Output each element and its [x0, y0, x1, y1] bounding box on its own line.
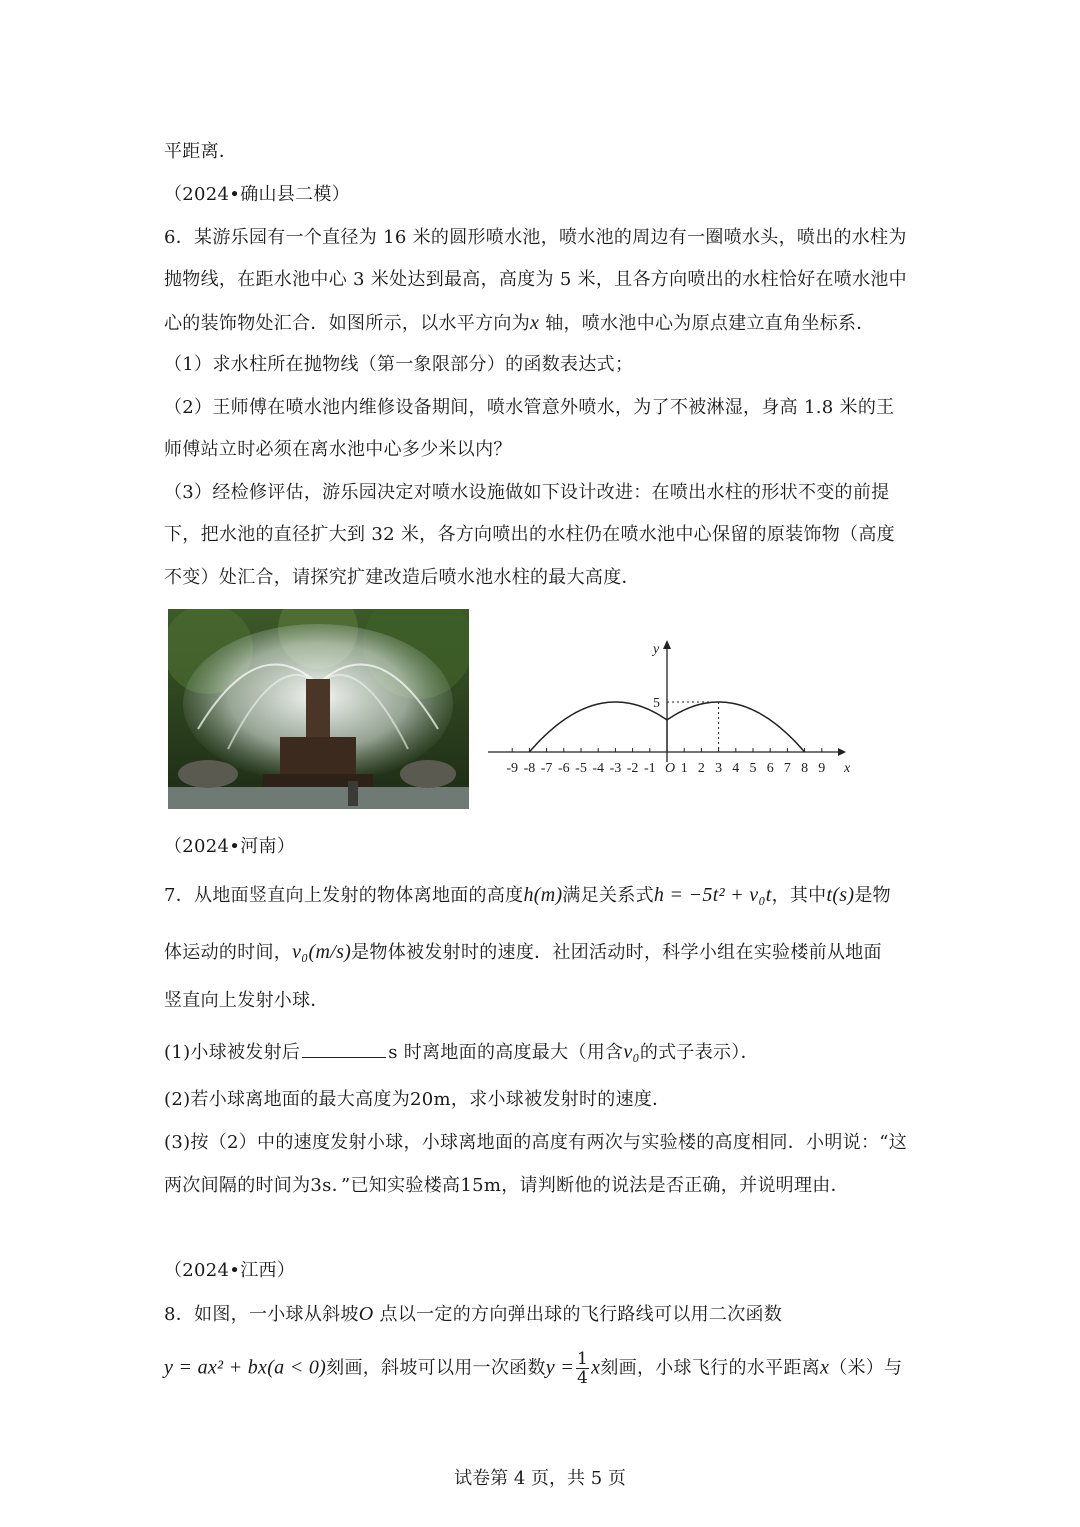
page-footer: 试卷第 4 页，共 5 页 [454, 1468, 626, 1489]
source-tag: （2024•确山县二模） [164, 184, 351, 205]
parabola-graph [486, 637, 856, 786]
parabola-left [529, 702, 667, 752]
fraction: $\frac{1}{4}$ [577, 1349, 589, 1388]
question-8-text: 8．如图，一小球从斜坡O 点以一定的方向弹出球的飞行路线可以用二次函数 [164, 1303, 783, 1325]
x-tick-label: -8 [523, 761, 536, 776]
x-tick-label: 7 [783, 761, 791, 776]
y-axis-arrow [663, 640, 671, 649]
x-axis-label: x [844, 761, 851, 776]
x-tick-label: -1 [643, 761, 656, 776]
question-6-text: 6．某游乐园有一个直径为 16 米的圆形喷水池，喷水池的周边有一圈喷水头，喷出的水柱为 [164, 227, 907, 248]
x-tick-label: 5 [749, 761, 757, 776]
x-tick-label: 4 [732, 761, 740, 776]
question-6-part-3: 不变）处汇合，请探究扩建改造后喷水池水柱的最大高度． [164, 567, 640, 588]
question-6-part-1: （1）求水柱所在抛物线（第一象限部分）的函数表达式； [164, 354, 634, 375]
question-7-text: 竖直向上发射小球． [164, 990, 329, 1011]
question-6-part-2: （2）王师傅在喷水池内维修设备期间，喷水管意外喷水，为了不被淋湿，身高 1.8 米的王 [164, 397, 895, 418]
x-tick-label: 8 [801, 761, 809, 776]
x-tick-label: 6 [766, 761, 774, 776]
x-tick-label: -3 [609, 761, 622, 776]
peak-height-label: 5 [653, 696, 660, 711]
x-tick-label: -7 [540, 761, 553, 776]
question-7-part-3: (3)按（2）中的速度发射小球，小球离地面的高度有两次与实验楼的高度相同．小明说：“这 [164, 1132, 908, 1153]
question-6-part-3: 下，把水池的直径扩大到 32 米，各方向喷出的水柱仍在喷水池中心保留的原装饰物（高度 [164, 524, 895, 545]
x-tick-label: 9 [818, 761, 826, 776]
origin-label: O [665, 761, 676, 776]
question-7-text: 7．从地面竖直向上发射的物体离地面的高度h(m)满足关系式h = −5t² + v₀t，其中t(s)是物 [164, 884, 891, 906]
x-tick-label: 3 [715, 761, 723, 776]
x-tick-label: 1 [680, 761, 688, 776]
source-tag: （2024•河南） [164, 836, 296, 857]
fountain-photo [168, 609, 469, 809]
x-tick-label: -2 [626, 761, 639, 776]
question-6-part-3: （3）经检修评估，游乐园决定对喷水设施做如下设计改进：在喷出水柱的形状不变的前提 [164, 482, 890, 503]
question-7-text: 体运动的时间，v₀(m/s)是物体被发射时的速度．社团活动时，科学小组在实验楼前从地面 [164, 941, 882, 963]
question-6-part-2: 师傅站立时必须在离水池中心多少米以内？ [164, 439, 512, 460]
question-6-text: 心的装饰物处汇合．如图所示，以水平方向为x 轴，喷水池中心为原点建立直角坐标系． [164, 312, 875, 334]
question-7-part-1: (1)小球被发射后 s 时离地面的高度最大（用含v₀的式子表示）． [164, 1041, 759, 1063]
x-tick-label: 2 [697, 761, 705, 776]
question-7-part-2: (2)若小球离地面的最大高度为20m，求小球被发射时的速度． [164, 1089, 671, 1110]
graph-svg [486, 637, 856, 782]
x-tick-label: -5 [575, 761, 587, 776]
x-tick-label: -6 [557, 761, 570, 776]
question-6-text: 抛物线，在距水池中心 3 米处达到最高，高度为 5 米，且各方向喷出的水柱恰好在喷水池中 [164, 269, 907, 290]
text-line: 平距离． [164, 141, 238, 162]
x-tick-label: -9 [506, 761, 519, 776]
x-axis-arrow [838, 748, 846, 756]
x-tick-label: -4 [592, 761, 605, 776]
source-tag: （2024•江西） [164, 1260, 296, 1281]
y-axis-label: y [653, 642, 660, 657]
question-8-text: y = ax² + bx(a < 0)刻画，斜坡可以用一次函数y = $\frac{1}{4}$ x刻画，小球飞行的水平距离x（米）与 [164, 1349, 903, 1388]
question-7-part-3: 两次间隔的时间为3s．”已知实验楼高15m，请判断他的说法是否正确，并说明理由． [164, 1175, 849, 1196]
answer-blank[interactable] [302, 1039, 386, 1058]
parabola-right [667, 702, 805, 752]
